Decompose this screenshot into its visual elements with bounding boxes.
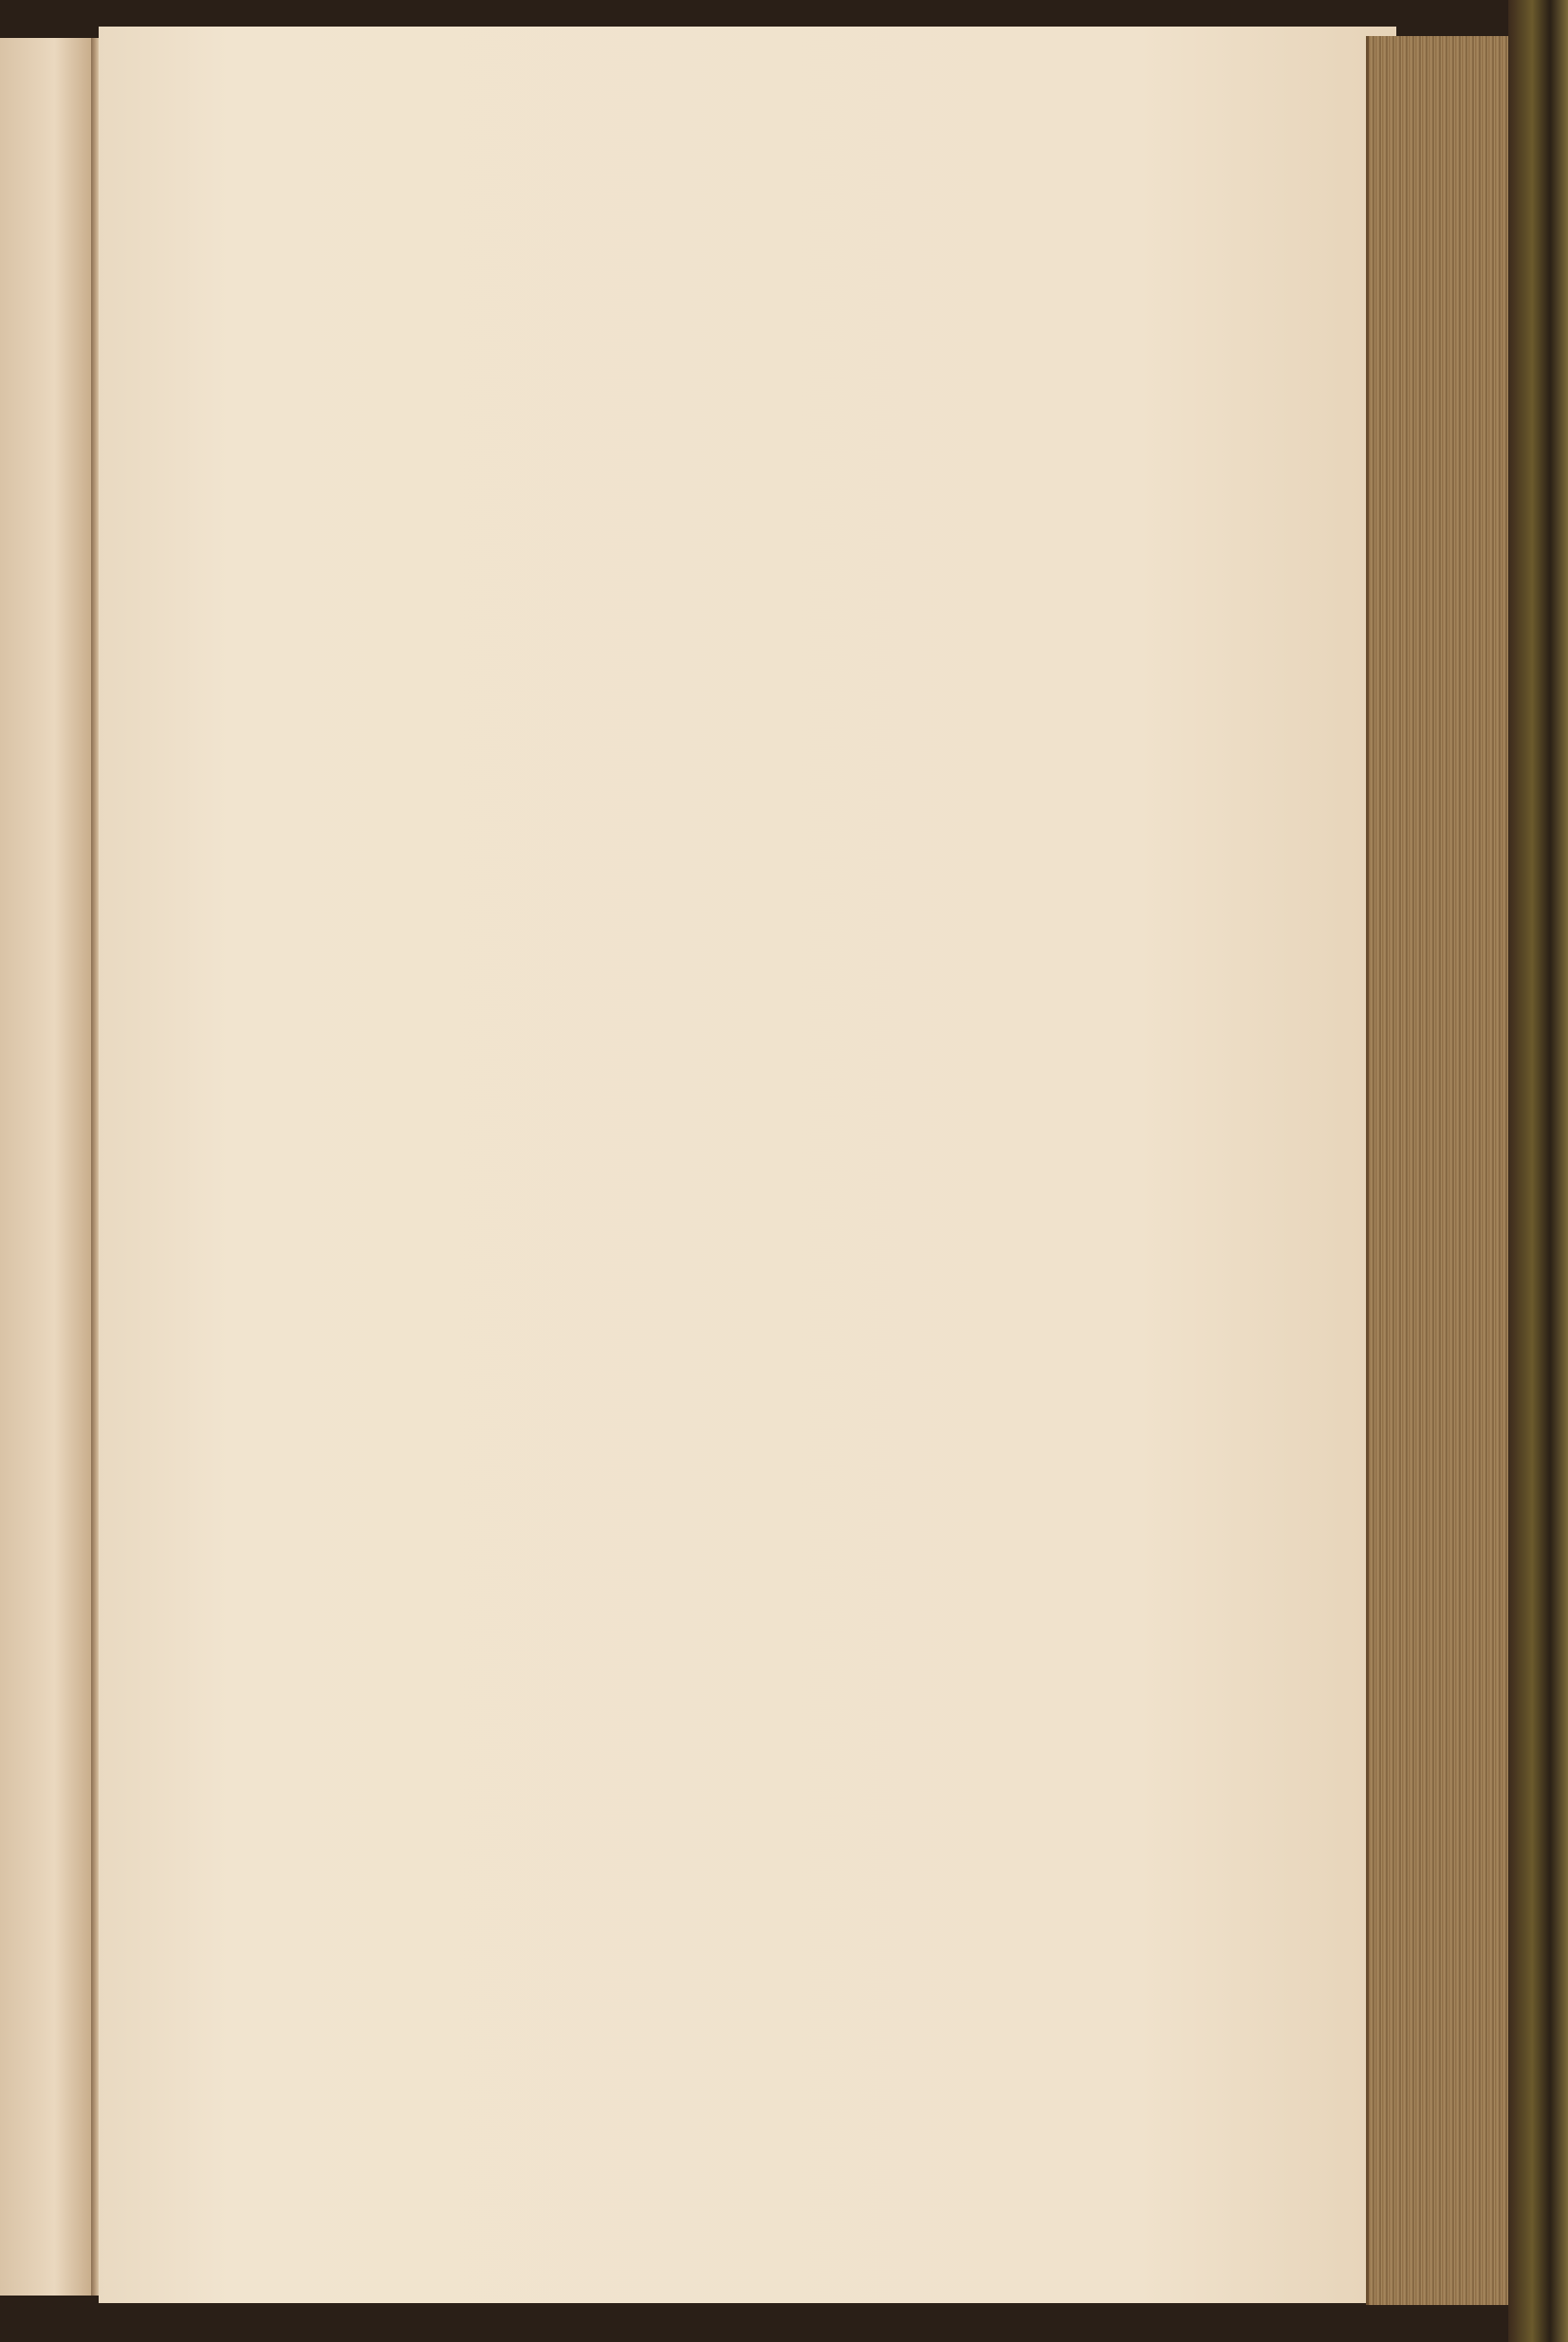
page-edges: [1366, 36, 1511, 2305]
book-cover: [1508, 0, 1568, 2342]
page-header: [470, 188, 868, 239]
left-page-edge: [0, 38, 91, 2296]
book-gutter: [91, 38, 99, 2296]
book-page: [99, 27, 1396, 2303]
